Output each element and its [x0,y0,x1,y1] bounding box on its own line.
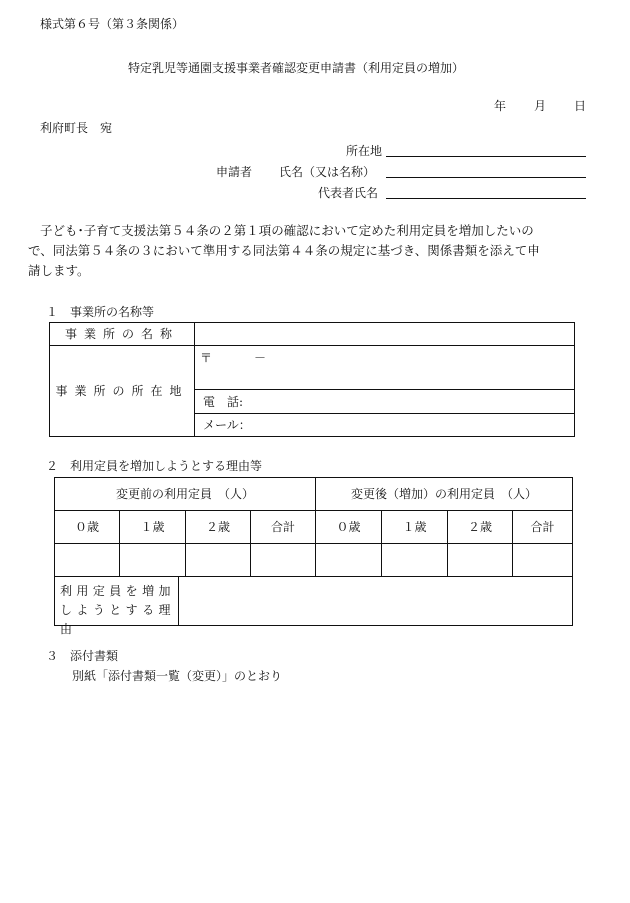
reason-field[interactable] [179,577,572,625]
form-number: 様式第６号（第３条関係） [40,17,185,31]
facility-location-label-text: 事業所の所在地 [55,384,189,398]
postal-mark: 〒 [200,351,213,365]
after-age0-input[interactable] [316,544,381,576]
before-age1-header: １歳 [140,520,165,534]
applicant-label: 申請者 [216,165,253,179]
section2-heading: ２ 利用定員を増加しようとする理由等 [46,459,263,473]
after-age0-header: ０歳 [336,520,361,534]
reason-label: 利用定員を増加しようとする理由 [60,584,174,636]
email-label: メール： [203,418,251,432]
after-total-input[interactable] [513,544,572,576]
before-age2-input[interactable] [186,544,250,576]
date-day: 日 [574,99,587,113]
facility-name-label [50,323,194,345]
before-age1-input[interactable] [120,544,185,576]
page-title: 特定乳児等通園支援事業者確認変更申請書（利用定員の増加） [128,61,465,75]
before-age2-header: ２歳 [205,520,230,534]
body-line-2: で、同法第５４条の３において準用する同法第４４条の規定に基づき、関係書類を添えて申 [28,243,540,258]
after-total-header: 合計 [530,520,555,534]
phone-label: 電 話: [203,394,244,409]
phone-field[interactable] [195,390,574,413]
representative-field[interactable] [386,198,586,199]
address-field[interactable] [386,156,586,157]
after-age1-input[interactable] [382,544,447,576]
facility-name-label-text: 事業所の名称 [64,327,179,341]
before-age0-input[interactable] [55,544,119,576]
before-total-input[interactable] [251,544,315,576]
facility-address-field[interactable] [195,346,574,389]
address-label: 所在地 [346,144,383,158]
before-total-header: 合計 [270,520,295,534]
addressee: 利府町長 宛 [40,121,113,135]
before-age0-header: ０歳 [74,520,99,534]
facility-location-label [50,346,194,436]
attachments-text: 別紙「添付書類一覧（変更）」のとおり [72,669,283,683]
body-line-3: 請します。 [28,263,90,278]
after-age1-header: １歳 [402,520,427,534]
section1-heading: １ 事業所の名称等 [46,305,155,319]
facility-name-field[interactable] [195,323,574,345]
after-capacity-header: 変更後（増加）の利用定員 （人） [350,487,537,501]
postal-dash: － [254,351,267,365]
representative-label: 代表者氏名 [318,186,379,200]
email-field[interactable] [195,414,574,436]
section3-heading: ３ 添付書類 [46,649,119,663]
name-field[interactable] [386,177,586,178]
name-label: 氏名（又は名称） [279,165,376,179]
after-age2-header: ２歳 [467,520,492,534]
date-month: 月 [534,99,547,113]
body-line-1: 子ども･子育て支援法第５４条の２第１項の確認において定めた利用定員を増加したいの [40,223,534,238]
before-capacity-header: 変更前の利用定員 （人） [115,487,254,501]
date-year: 年 [494,99,507,113]
after-age2-input[interactable] [448,544,512,576]
